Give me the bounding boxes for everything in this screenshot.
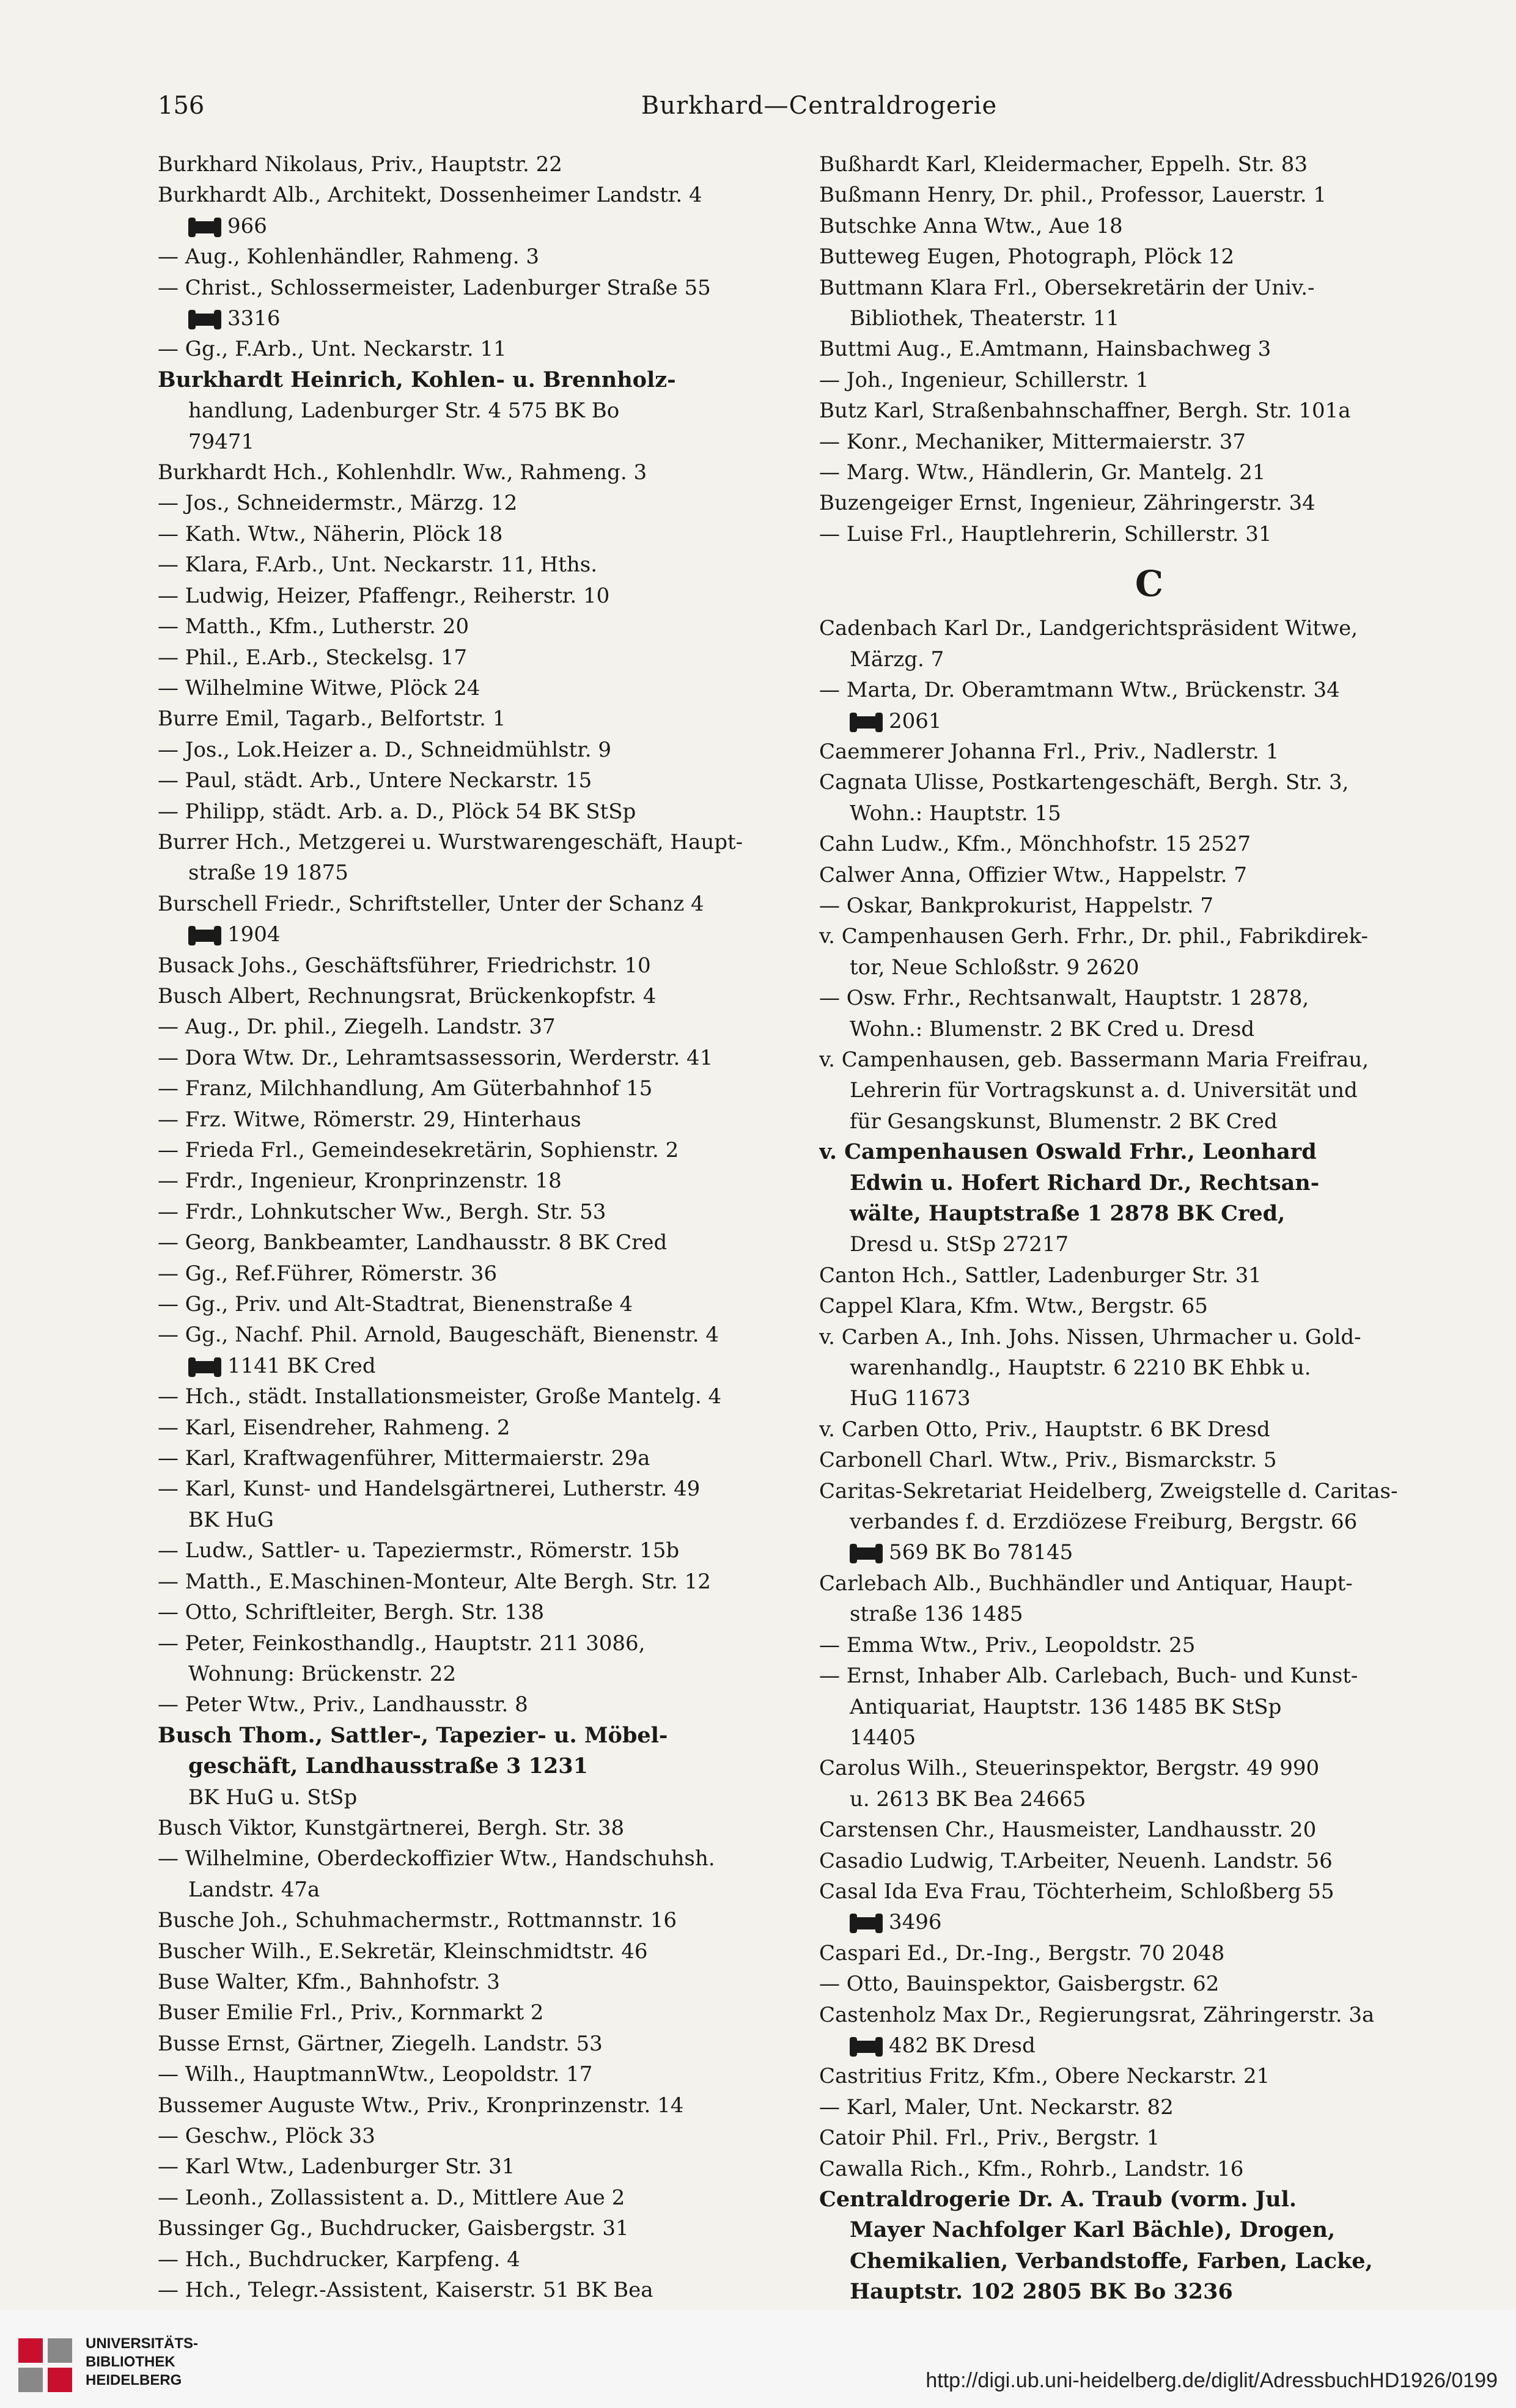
directory-entry <box>819 2123 1479 2153</box>
entry-text: — Gg., Nachf. Phil. Arnold, Baugeschäft, Bienenstr. 4 <box>158 1323 719 1348</box>
entry-text: — Ernst, Inhaber Alb. Carlebach, Buch- und Kunst- <box>819 1664 1358 1689</box>
directory-entry <box>158 1597 800 1628</box>
entry-text: Butschke Anna Wtw., Aue 18 <box>819 213 1123 238</box>
entry-text: Burkhardt Alb., Architekt, Dossenheimer Landstr. 4 <box>158 183 702 208</box>
directory-entry <box>819 1907 1479 1937</box>
directory-entry <box>819 675 1479 705</box>
directory-entry <box>819 829 1479 859</box>
directory-entry <box>819 1137 1479 1167</box>
entry-text: 482 BK Dresd <box>889 2033 1036 2058</box>
directory-entry <box>158 889 800 919</box>
entry-text: Casadio Ludwig, T.Arbeiter, Neuenh. Landstr. 56 <box>819 1848 1333 1873</box>
directory-entry <box>158 1843 800 1874</box>
directory-entry <box>819 457 1479 488</box>
entry-text: — Karl, Kunst- und Handelsgärtnerei, Lutherstr. 49 <box>158 1477 701 1502</box>
entry-text: — Wilh., HauptmannWtw., Leopoldstr. 17 <box>158 2062 593 2087</box>
directory-entry <box>158 241 800 272</box>
entry-text: — Karl, Maler, Unt. Neckarstr. 82 <box>819 2094 1174 2120</box>
directory-entry <box>158 735 800 765</box>
directory-entry <box>158 488 800 518</box>
directory-entry <box>819 1106 1479 1137</box>
entry-text: — Aug., Kohlenhändler, Rahmeng. 3 <box>158 244 539 270</box>
entry-text: Carolus Wilh., Steuerinspektor, Bergstr. 49 990 <box>819 1756 1320 1781</box>
entry-text: — Marg. Wtw., Händlerin, Gr. Mantelg. 21 <box>819 460 1266 485</box>
entry-text: Bussemer Auguste Wtw., Priv., Kronprinzenstr. 14 <box>158 2093 684 2118</box>
directory-entry <box>158 765 800 796</box>
right-column <box>819 149 1479 2308</box>
entry-text: — Leonh., Zollassistent a. D., Mittlere Aue 2 <box>158 2185 625 2210</box>
entry-text: — Peter, Feinkosthandlg., Hauptstr. 211 3086, <box>158 1631 646 1656</box>
directory-entry <box>819 488 1479 518</box>
directory-entry <box>819 1168 1479 1198</box>
entry-text: v. Carben A., Inh. Johs. Nissen, Uhrmacher u. Gold- <box>819 1324 1361 1349</box>
directory-entry <box>158 427 800 457</box>
entry-text: BK HuG <box>188 1507 274 1532</box>
directory-entry <box>158 1813 800 1843</box>
directory-entry <box>819 180 1479 210</box>
entry-text: 79471 <box>188 429 255 454</box>
entry-text: Bußhardt Karl, Kleidermacher, Eppelh. Str. 83 <box>819 152 1308 177</box>
directory-entry <box>158 2151 800 2182</box>
directory-entry <box>158 149 800 180</box>
entry-text: — Paul, städt. Arb., Untere Neckarstr. 15 <box>158 768 592 793</box>
directory-entry <box>158 2028 800 2059</box>
directory-entry <box>819 1383 1479 1414</box>
directory-entry <box>819 1876 1479 1907</box>
directory-entry <box>158 2059 800 2090</box>
footer <box>0 2310 1516 2408</box>
entry-text: Calwer Anna, Offizier Wtw., Happelstr. 7 <box>819 862 1247 887</box>
directory-entry <box>158 1043 800 1073</box>
entry-text: — Aug., Dr. phil., Ziegelh. Landstr. 37 <box>158 1015 556 1040</box>
directory-entry <box>819 1938 1479 1969</box>
entry-text: v. Campenhausen, geb. Bassermann Maria Freifrau, <box>819 1047 1369 1072</box>
entry-text: verbandes f. d. Erzdiözese Freiburg, Bergstr. 66 <box>850 1510 1358 1535</box>
directory-entry <box>819 1445 1479 1475</box>
entry-text: — Gg., Priv. und Alt-Stadtrat, Bienenstraße 4 <box>158 1292 633 1317</box>
entry-text: Wohnung: Brückenstr. 22 <box>188 1661 457 1686</box>
directory-entry <box>158 857 800 888</box>
directory-entry <box>158 334 800 364</box>
entry-text: wälte, Hauptstraße 1 2878 BK Cred, <box>850 1201 1286 1226</box>
entry-text: Buser Emilie Frl., Priv., Kornmarkt 2 <box>158 2000 544 2025</box>
directory-entry <box>819 1291 1479 1321</box>
directory-entry <box>819 303 1479 334</box>
directory-entry <box>819 798 1479 829</box>
entry-text: — Klara, F.Arb., Unt. Neckarstr. 11, Hths. <box>158 552 598 578</box>
directory-entry <box>819 2154 1479 2184</box>
directory-entry <box>819 1044 1479 1075</box>
entry-text: — Otto, Bauinspektor, Gaisbergstr. 62 <box>819 1972 1220 1997</box>
directory-entry <box>158 673 800 703</box>
telephone-icon <box>188 930 221 942</box>
entry-text: — Hch., Telegr.-Assistent, Kaiserstr. 51 BK Bea <box>158 2278 653 2303</box>
entry-text: Carbonell Charl. Wtw., Priv., Bismarckstr. 5 <box>819 1448 1277 1473</box>
directory-entry <box>158 1135 800 1165</box>
logo-line: BIBLIOTHEK <box>86 2354 175 2370</box>
entry-text: Mayer Nachfolger Karl Bächle), Drogen, <box>850 2217 1336 2243</box>
directory-entry <box>819 1692 1479 1722</box>
entry-text: v. Carben Otto, Priv., Hauptstr. 6 BK Dresd <box>819 1417 1270 1442</box>
entry-text: — Osw. Frhr., Rechtsanwalt, Hauptstr. 1 2878, <box>819 986 1309 1011</box>
directory-entry <box>819 921 1479 952</box>
directory-entry <box>819 1599 1479 1629</box>
directory-entry <box>819 2030 1479 2061</box>
entry-text: v. Campenhausen Oswald Frhr., Leonhard <box>819 1139 1317 1165</box>
directory-entry <box>158 1165 800 1196</box>
entry-text: Cadenbach Karl Dr., Landgerichtspräsident Witwe, <box>819 616 1358 641</box>
directory-entry <box>819 952 1479 983</box>
entry-text: — Joh., Ingenieur, Schillerstr. 1 <box>819 367 1149 392</box>
directory-entry <box>158 1320 800 1350</box>
entry-text: — Philipp, städt. Arb. a. D., Plöck 54 BK StSp <box>158 799 636 824</box>
entry-text: Landstr. 47a <box>188 1877 320 1902</box>
directory-entry <box>158 1073 800 1104</box>
entry-text: — Geschw., Plöck 33 <box>158 2124 375 2148</box>
directory-entry <box>819 2277 1479 2307</box>
entry-text: Bibliothek, Theaterstr. 11 <box>850 306 1120 331</box>
directory-entry <box>158 796 800 827</box>
entry-text: — Otto, Schriftleiter, Bergh. Str. 138 <box>158 1600 545 1625</box>
entry-text: — Jos., Schneidermstr., Märzg. 12 <box>158 491 518 516</box>
directory-entry <box>819 1507 1479 1537</box>
directory-entry <box>158 703 800 734</box>
entry-text: Burkhard Nikolaus, Priv., Hauptstr. 22 <box>158 152 562 177</box>
directory-entry <box>158 827 800 857</box>
directory-entry <box>819 644 1479 675</box>
entry-text: Castenholz Max Dr., Regierungsrat, Zähringerstr. 3a <box>819 2002 1375 2027</box>
directory-entry <box>158 1381 800 1412</box>
directory-entry <box>158 1874 800 1905</box>
entry-text: Antiquariat, Hauptstr. 136 1485 BK StSp <box>850 1694 1282 1719</box>
entry-text: Lehrerin für Vortragskunst a. d. Universität und <box>850 1078 1358 1103</box>
directory-entry <box>158 365 800 395</box>
entry-text: Canton Hch., Sattler, Ladenburger Str. 31 <box>819 1263 1262 1288</box>
telephone-icon <box>850 716 883 729</box>
entry-text: 966 <box>227 213 267 238</box>
directory-entry <box>819 2215 1479 2245</box>
entry-text: Busse Ernst, Gärtner, Ziegelh. Landstr. 53 <box>158 2031 603 2056</box>
entry-text: Centraldrogerie Dr. A. Traub (vorm. Jul. <box>819 2187 1297 2212</box>
entry-text: C <box>1135 563 1164 605</box>
entry-text: Busack Johs., Geschäftsführer, Friedrichstr. 10 <box>158 953 651 978</box>
directory-entry <box>819 241 1479 272</box>
entry-text: — Ludwig, Heizer, Pfaffengr., Reiherstr. 10 <box>158 583 610 608</box>
entry-text: Dresd u. StSp 27217 <box>850 1232 1069 1257</box>
directory-entry <box>158 2182 800 2213</box>
entry-text: — Frieda Frl., Gemeindesekretärin, Sophienstr. 2 <box>158 1138 679 1162</box>
entry-text: — Karl, Eisendreher, Rahmeng. 2 <box>158 1415 510 1440</box>
directory-entry <box>158 1782 800 1813</box>
directory-entry <box>158 2244 800 2275</box>
entry-text: 1904 <box>227 922 281 947</box>
entry-text: — Hch., Buchdrucker, Karpfeng. 4 <box>158 2247 520 2272</box>
entry-text: Busch Viktor, Kunstgärtnerei, Bergh. Str. 38 <box>158 1815 625 1840</box>
entry-text: HuG 11673 <box>850 1386 971 1411</box>
directory-entry <box>819 1260 1479 1291</box>
entry-text: für Gesangskunst, Blumenstr. 2 BK Cred <box>850 1109 1278 1134</box>
directory-entry <box>819 1753 1479 1783</box>
entry-text: — Georg, Bankbeamter, Landhausstr. 8 BK Cred <box>158 1230 668 1255</box>
entry-text: — Konr., Mechaniker, Mittermaierstr. 37 <box>819 429 1246 454</box>
entry-text: handlung, Ladenburger Str. 4 575 BK Bo <box>188 398 620 424</box>
directory-entry <box>158 642 800 673</box>
entry-text: Carlebach Alb., Buchhändler und Antiquar, Haupt- <box>819 1571 1353 1596</box>
directory-entry <box>158 1289 800 1320</box>
directory-entry <box>819 890 1479 921</box>
entry-text: Butteweg Eugen, Photograph, Plöck 12 <box>819 244 1235 270</box>
entry-text: Carstensen Chr., Hausmeister, Landhausstr. 20 <box>819 1818 1317 1843</box>
entry-text: Burrer Hch., Metzgerei u. Wurstwarengeschäft, Haupt- <box>158 829 743 854</box>
entry-text: Casal Ida Eva Frau, Töchterheim, Schloßberg 55 <box>819 1879 1334 1904</box>
section-letter <box>819 559 1479 608</box>
directory-entry <box>819 427 1479 457</box>
entry-text: tor, Neue Schloßstr. 9 2620 <box>850 955 1139 980</box>
directory-entry <box>819 706 1479 736</box>
directory-entry <box>819 1353 1479 1383</box>
entry-text: Burkhardt Hch., Kohlenhdlr. Ww., Rahmeng. 3 <box>158 460 647 485</box>
directory-entry <box>158 2090 800 2121</box>
entry-text: 1141 BK Cred <box>227 1353 376 1378</box>
entry-text: — Frdr., Ingenieur, Kronprinzenstr. 18 <box>158 1169 562 1194</box>
entry-text: geschäft, Landhausstraße 3 1231 <box>188 1753 588 1779</box>
entry-text: — Luise Frl., Hauptlehrerin, Schillerstr. 31 <box>819 521 1272 546</box>
directory-entry <box>158 1751 800 1782</box>
directory-entry <box>158 1197 800 1227</box>
entry-text: — Matth., Kfm., Lutherstr. 20 <box>158 614 469 639</box>
directory-entry <box>158 1936 800 1967</box>
directory-entry <box>819 2061 1479 2091</box>
directory-entry <box>819 1198 1479 1229</box>
directory-entry <box>158 457 800 488</box>
directory-entry <box>158 1566 800 1597</box>
entry-text: Busche Joh., Schuhmachermstr., Rottmannstr. 16 <box>158 1908 677 1933</box>
left-column <box>158 149 800 2336</box>
directory-entry <box>158 1351 800 1381</box>
entry-text: Edwin u. Hofert Richard Dr., Rechtsan- <box>850 1170 1320 1195</box>
source-url-link[interactable]: http://digi.ub.uni-heidelberg.de/diglit/AdressbuchHD1926/0199 <box>925 2369 1498 2392</box>
directory-entry <box>158 1720 800 1751</box>
entry-text: u. 2613 BK Bea 24665 <box>850 1786 1086 1812</box>
directory-entry <box>158 1628 800 1659</box>
directory-entry <box>819 149 1479 180</box>
entry-text: Castritius Fritz, Kfm., Obere Neckarstr. 21 <box>819 2064 1270 2089</box>
entry-text: 14405 <box>850 1725 916 1750</box>
directory-entry <box>819 1568 1479 1599</box>
entry-text: Cappel Klara, Kfm. Wtw., Bergstr. 65 <box>819 1294 1208 1319</box>
directory-entry <box>819 1414 1479 1445</box>
entry-text: Caritas-Sekretariat Heidelberg, Zweigstelle d. Caritas- <box>819 1478 1398 1503</box>
entry-text: Caspari Ed., Dr.-Ing., Bergstr. 70 2048 <box>819 1940 1225 1966</box>
directory-entry <box>819 2000 1479 2030</box>
entry-text: Caemmerer Johanna Frl., Priv., Nadlerstr. 1 <box>819 739 1279 764</box>
entry-text: — Dora Wtw. Dr., Lehramtsassessorin, Werderstr. 41 <box>158 1045 713 1070</box>
directory-entry <box>158 1689 800 1720</box>
directory-entry <box>819 1476 1479 1507</box>
telephone-icon <box>188 314 221 326</box>
entry-text: — Emma Wtw., Priv., Leopoldstr. 25 <box>819 1632 1196 1657</box>
entry-text: Buttmann Klara Frl., Obersekretärin der Univ.- <box>819 275 1315 300</box>
entry-text: Buzengeiger Ernst, Ingenieur, Zähringerstr. 34 <box>819 491 1315 516</box>
entry-text: 569 BK Bo 78145 <box>889 1540 1073 1565</box>
entry-text: Busch Albert, Rechnungsrat, Brückenkopfstr. 4 <box>158 983 657 1008</box>
directory-entry <box>819 1537 1479 1568</box>
directory-entry <box>158 2121 800 2151</box>
entry-text: — Gg., Ref.Führer, Römerstr. 36 <box>158 1261 498 1286</box>
directory-entry <box>819 1229 1479 1260</box>
directory-entry <box>819 365 1479 395</box>
directory-entry <box>819 1784 1479 1815</box>
directory-entry <box>158 1659 800 1689</box>
telephone-icon <box>850 1917 883 1929</box>
entry-text: Burre Emil, Tagarb., Belfortstr. 1 <box>158 707 506 732</box>
library-logo-icon <box>15 2335 76 2396</box>
entry-text: 3316 <box>227 306 281 331</box>
telephone-icon <box>188 221 221 233</box>
directory-entry <box>158 303 800 334</box>
entry-text: — Hch., städt. Installationsmeister, Große Mantelg. 4 <box>158 1384 722 1409</box>
entry-text: Bußmann Henry, Dr. phil., Professor, Lauerstr. 1 <box>819 183 1326 208</box>
entry-text: Catoir Phil. Frl., Priv., Bergstr. 1 <box>819 2126 1160 2151</box>
entry-text: — Oskar, Bankprokurist, Happelstr. 7 <box>819 893 1214 918</box>
directory-entry <box>819 1630 1479 1661</box>
entry-text: Chemikalien, Verbandstoffe, Farben, Lacke, <box>850 2248 1373 2274</box>
entry-text: — Karl Wtw., Ladenburger Str. 31 <box>158 2154 515 2179</box>
directory-entry <box>158 1258 800 1289</box>
directory-entry <box>158 2213 800 2244</box>
entry-text: Buscher Wilh., E.Sekretär, Kleinschmidtstr. 46 <box>158 1939 648 1964</box>
directory-entry <box>819 1969 1479 1999</box>
entry-text: — Karl, Kraftwagenführer, Mittermaierstr. 29a <box>158 1446 650 1471</box>
directory-entry <box>158 1997 800 2028</box>
directory-entry <box>158 1443 800 1474</box>
entry-text: — Wilhelmine, Oberdeckoffizier Wtw., Handschuhsh. <box>158 1846 715 1871</box>
entry-text: — Jos., Lok.Heizer a. D., Schneidmühlstr. 9 <box>158 737 612 762</box>
directory-entry <box>158 1227 800 1258</box>
directory-entry <box>819 983 1479 1013</box>
directory-entry <box>158 2275 800 2305</box>
directory-entry <box>819 1075 1479 1106</box>
entry-text: — Ludw., Sattler- u. Tapeziermstr., Römerstr. 15b <box>158 1538 680 1563</box>
directory-entry <box>158 180 800 210</box>
entry-text: — Franz, Milchhandlung, Am Güterbahnhof 15 <box>158 1076 653 1101</box>
directory-entry <box>158 581 800 611</box>
entry-text: — Christ., Schlossermeister, Ladenburger Straße 55 <box>158 275 711 300</box>
entry-text: — Wilhelmine Witwe, Plöck 24 <box>158 675 480 700</box>
directory-entry <box>158 273 800 303</box>
entry-text: BK HuG u. StSp <box>188 1785 358 1810</box>
directory-entry <box>158 1967 800 1997</box>
directory-entry <box>819 1322 1479 1353</box>
directory-entry <box>819 211 1479 241</box>
telephone-icon <box>850 2041 883 2053</box>
directory-entry <box>819 613 1479 644</box>
directory-entry <box>819 519 1479 549</box>
entry-text: Burschell Friedr., Schriftsteller, Unter der Schanz 4 <box>158 891 704 916</box>
directory-entry <box>158 950 800 981</box>
page-header <box>158 92 1481 128</box>
entry-text: — Kath. Wtw., Näherin, Plöck 18 <box>158 521 503 546</box>
directory-entry <box>819 334 1479 364</box>
running-head: Burkhard—Centraldrogerie <box>641 92 998 120</box>
directory-entry <box>158 611 800 642</box>
directory-entry <box>819 860 1479 890</box>
directory-entry <box>158 919 800 950</box>
directory-entry <box>158 981 800 1011</box>
entry-text: warenhandlg., Hauptstr. 6 2210 BK Ehbk u. <box>850 1356 1311 1381</box>
directory-entry <box>819 1661 1479 1691</box>
directory-entry <box>819 2184 1479 2215</box>
entry-text: Butz Karl, Straßenbahnschaffner, Bergh. Str. 101a <box>819 398 1351 424</box>
entry-text: — Peter Wtw., Priv., Landhausstr. 8 <box>158 1692 528 1717</box>
entry-text: Hauptstr. 102 2805 BK Bo 3236 <box>850 2279 1233 2305</box>
entry-text: 3496 <box>889 1910 942 1935</box>
directory-entry <box>158 1412 800 1443</box>
directory-entry <box>819 273 1479 303</box>
entry-text: Busch Thom., Sattler-, Tapezier- u. Möbel- <box>158 1722 668 1748</box>
directory-entry <box>158 519 800 549</box>
library-logo-text <box>86 2335 198 2390</box>
entry-text: Cawalla Rich., Kfm., Rohrb., Landstr. 16 <box>819 2156 1244 2181</box>
entry-text: Cahn Ludw., Kfm., Mönchhofstr. 15 2527 <box>819 832 1251 857</box>
telephone-icon <box>850 1547 883 1560</box>
entry-text: — Matth., E.Maschinen-Monteur, Alte Bergh. Str. 12 <box>158 1569 711 1594</box>
directory-entry <box>158 549 800 580</box>
directory-entry <box>819 1722 1479 1753</box>
page-number: 156 <box>158 92 205 120</box>
directory-entry <box>819 2092 1479 2123</box>
directory-entry <box>819 767 1479 798</box>
entry-text: Buse Walter, Kfm., Bahnhofstr. 3 <box>158 1969 500 1994</box>
directory-entry <box>158 1011 800 1042</box>
logo-line: UNIVERSITÄTS- <box>86 2335 199 2352</box>
entry-text: v. Campenhausen Gerh. Frhr., Dr. phil., Fabrikdirek- <box>819 924 1368 949</box>
entry-text: — Frdr., Lohnkutscher Ww., Bergh. Str. 53 <box>158 1199 606 1224</box>
directory-entry <box>158 1905 800 1936</box>
entry-text: — Gg., F.Arb., Unt. Neckarstr. 11 <box>158 337 507 362</box>
directory-entry <box>158 1535 800 1566</box>
directory-entry <box>819 736 1479 767</box>
entry-text: — Frz. Witwe, Römerstr. 29, Hinterhaus <box>158 1107 581 1132</box>
directory-entry <box>158 395 800 426</box>
entry-text: 2061 <box>889 708 942 733</box>
directory-entry <box>819 1815 1479 1845</box>
telephone-icon <box>188 1361 221 1373</box>
entry-text: straße 136 1485 <box>850 1602 1023 1627</box>
entry-text: — Marta, Dr. Oberamtmann Wtw., Brückenstr. 34 <box>819 678 1340 703</box>
logo-line: HEIDELBERG <box>86 2372 182 2388</box>
directory-entry <box>819 395 1479 426</box>
entry-text: Wohn.: Blumenstr. 2 BK Cred u. Dresd <box>850 1016 1255 1041</box>
entry-text: straße 19 1875 <box>188 861 348 886</box>
directory-entry <box>158 1104 800 1135</box>
entry-text: Märzg. 7 <box>850 647 944 672</box>
directory-entry <box>158 1505 800 1535</box>
entry-text: Wohn.: Hauptstr. 15 <box>850 801 1061 826</box>
entry-text: Buttmi Aug., E.Amtmann, Hainsbachweg 3 <box>819 337 1271 362</box>
entry-text: Bussinger Gg., Buchdrucker, Gaisbergstr. 31 <box>158 2216 629 2241</box>
entry-text: Cagnata Ulisse, Postkartengeschäft, Bergh. Str. 3, <box>819 770 1349 795</box>
entry-text: Burkhardt Heinrich, Kohlen- u. Brennholz- <box>158 367 676 392</box>
directory-entry <box>158 1474 800 1504</box>
entry-text: — Phil., E.Arb., Steckelsg. 17 <box>158 645 468 670</box>
directory-entry <box>819 1014 1479 1044</box>
directory-entry <box>819 1846 1479 1876</box>
directory-entry <box>819 2246 1479 2277</box>
directory-entry <box>158 211 800 241</box>
